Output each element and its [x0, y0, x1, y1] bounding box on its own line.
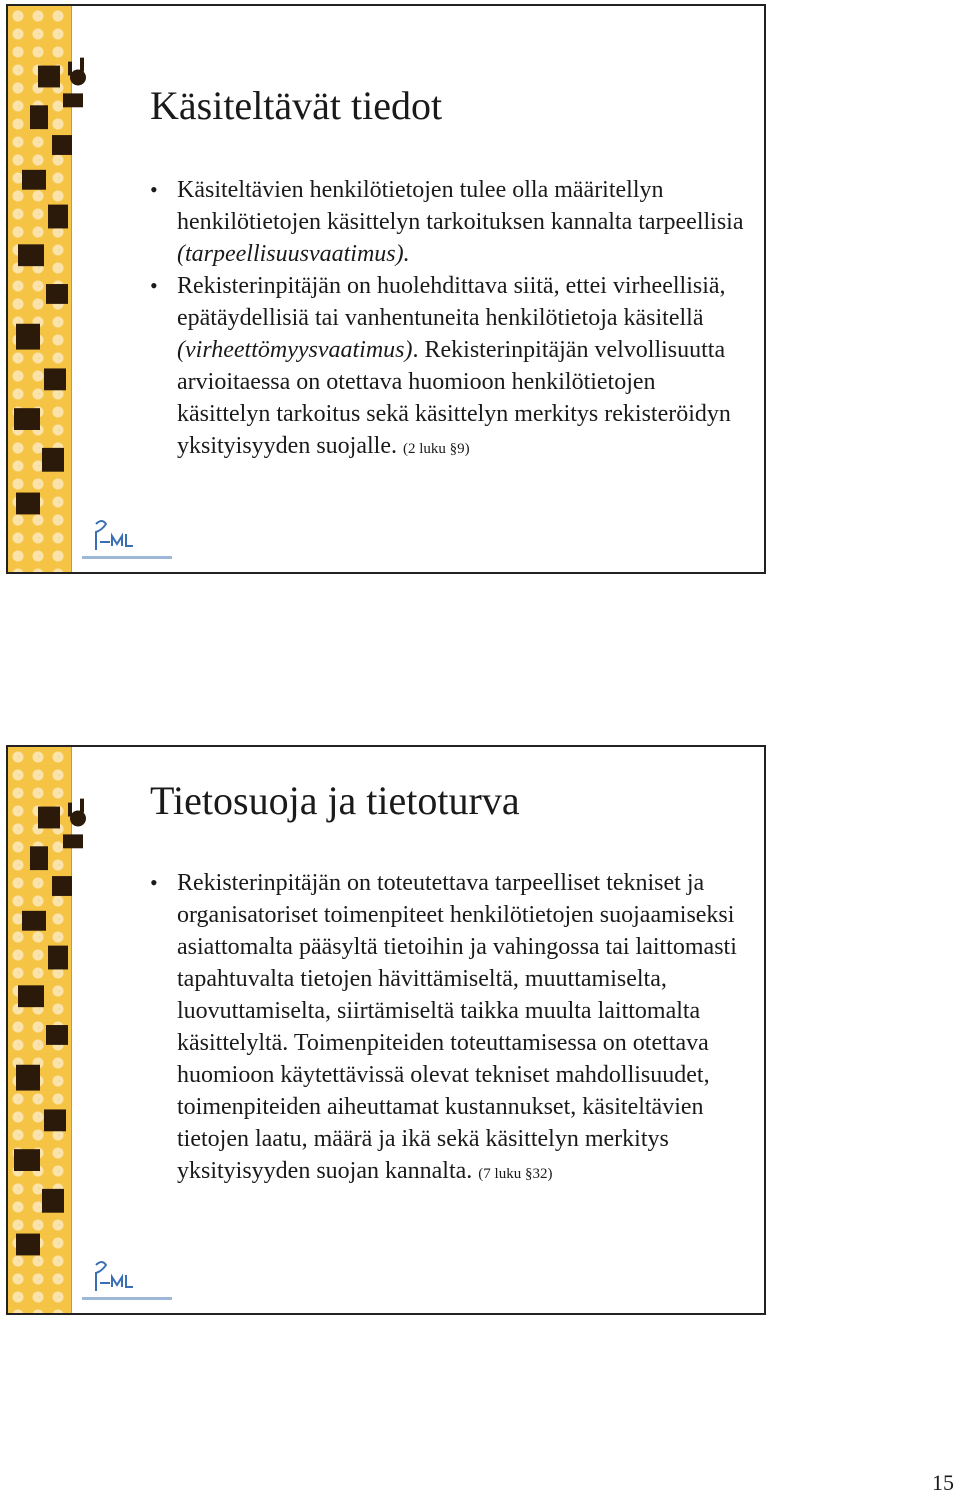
tml-logo — [78, 1257, 178, 1307]
bullet-text: Rekisterinpitäjän on toteutettava tarpeelliset tekniset ja organisatoriset toimenpiteet henkilötietojen suojaamiseksi asiattomalta pääsyltä tietoihin ja vahingossa tai laittomasti tapahtuvalta tietojen hävittämiseltä, muuttamiselta, luovuttamiselta, siirtämiseltä taikka muulta laittomalta käsittelyltä. Toimenpiteiden toteuttamisessa on otettava huomioon käytettävissä olevat tekniset mahdollisuudet, toimenpiteiden aiheuttamat kustannukset, käsiteltävien tietojen laatu, määrä ja ikä sekä käsittelyn merkitys yksityisyyden suojan kannalta. — [177, 870, 737, 1184]
bullet-item — [150, 867, 746, 1190]
bullet-list — [150, 174, 746, 465]
giraffe-icon — [8, 747, 108, 1313]
slide-title: Käsiteltävät tiedot — [150, 83, 443, 128]
bullet-text: . Rekisterinpitäjän velvollisuutta arvioitaessa on otettava huomioon henkilötietojen käsittelyn tarkoitus sekä käsittelyn merkitys rekisteröidyn yksityisyyden suojalle. — [177, 337, 731, 459]
law-reference: (7 luku §32) — [478, 1166, 553, 1182]
bullet-italic-term: (virheettömyysvaatimus) — [177, 337, 413, 363]
bullet-text: Käsiteltävien henkilötietojen tulee olla määritellyn henkilötietojen käsittelyn tarkoituksen kannalta tarpeellisia — [177, 177, 744, 235]
slide-2 — [6, 745, 766, 1315]
giraffe-icon — [8, 6, 108, 572]
bullet-item — [150, 270, 746, 465]
slide-title: Tietosuoja ja tietoturva — [150, 778, 520, 823]
tml-logo — [78, 516, 178, 566]
slide-1 — [6, 4, 766, 574]
bullet-list — [150, 867, 746, 1190]
law-reference: (2 luku §9) — [402, 441, 470, 457]
bullet-italic-term: (tarpeellisuusvaatimus). — [177, 241, 410, 267]
bullet-text: Rekisterinpitäjän on huolehdittava siitä, ettei virheellisiä, epätäydellisiä tai vanhentuneita henkilötietoja käsitellä — [177, 273, 726, 331]
bullet-item — [150, 174, 746, 270]
page-number: 15 — [932, 1470, 954, 1495]
